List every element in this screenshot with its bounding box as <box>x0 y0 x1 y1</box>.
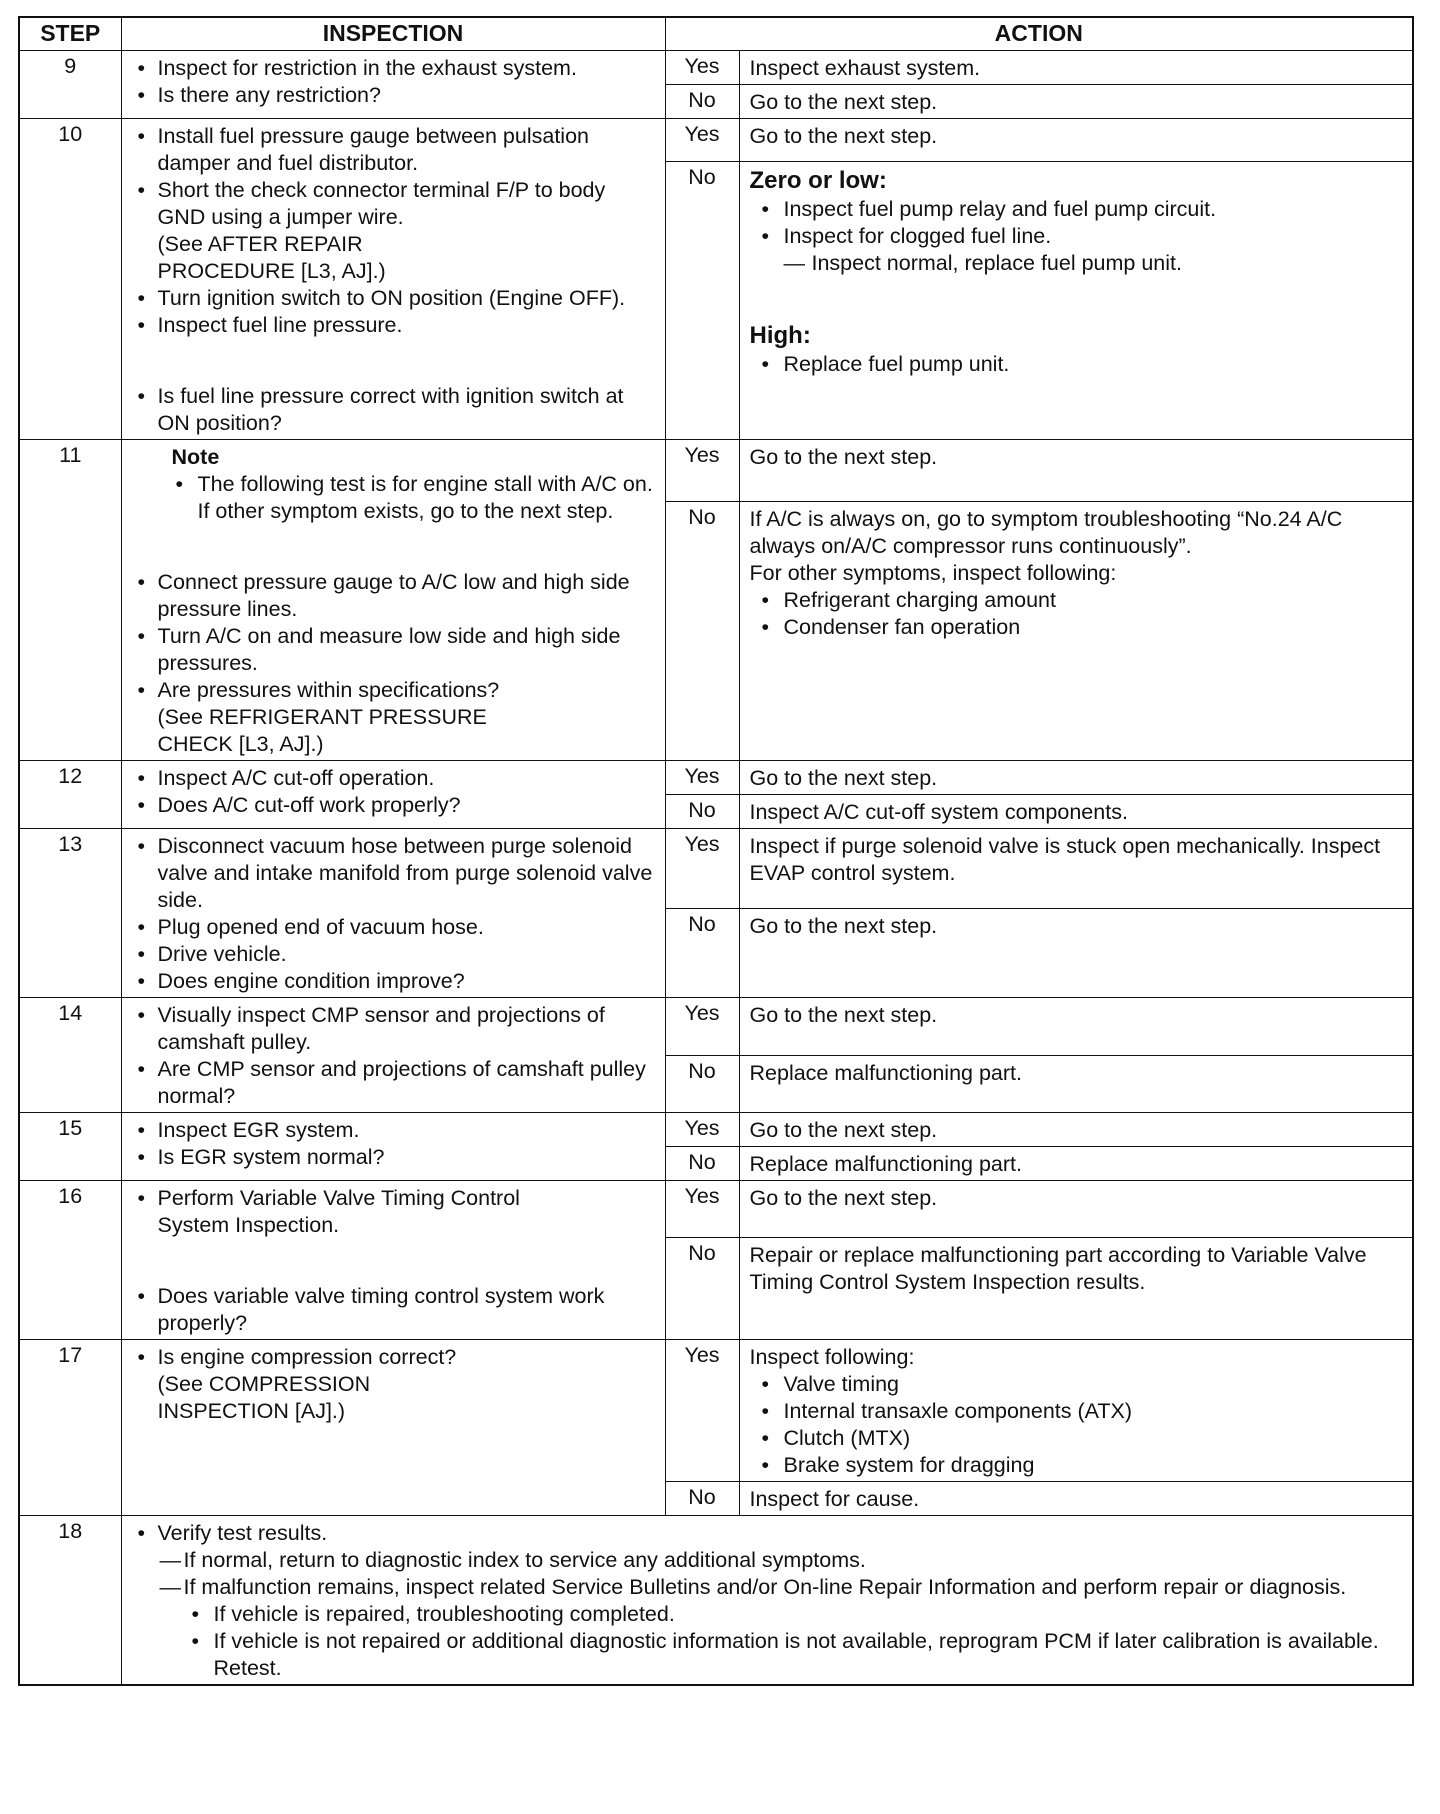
step-number: 17 <box>19 1340 121 1516</box>
action-item: • Replace fuel pump unit. <box>750 351 1405 378</box>
inspection-item: • Inspect for restriction in the exhaust system. <box>132 55 657 82</box>
action-item: • Inspect fuel pump relay and fuel pump circuit. <box>750 196 1405 223</box>
yes-label: Yes <box>665 51 739 85</box>
inspection-cell <box>121 1113 665 1181</box>
yes-label: Yes <box>665 119 739 162</box>
action-item: • Refrigerant charging amount <box>750 587 1405 614</box>
no-label: No <box>665 502 739 761</box>
inspection-item: • Turn ignition switch to ON position (Engine OFF). <box>132 285 657 312</box>
note-text: • The following test is for engine stall with A/C on. If other symptom exists, go to the next step. <box>132 471 657 525</box>
no-label: No <box>665 162 739 440</box>
step-number: 13 <box>19 829 121 998</box>
inspection-item: • Inspect A/C cut-off operation. <box>132 765 657 792</box>
step-17-row-yes <box>19 1340 1413 1482</box>
header-inspection: INSPECTION <box>121 17 665 51</box>
inspection-item: • Perform Variable Valve Timing Control System Inspection. <box>132 1185 558 1239</box>
result-item: • If vehicle is repaired, troubleshooting completed. <box>132 1601 1405 1628</box>
inspection-item: • Disconnect vacuum hose between purge solenoid valve and intake manifold from purge solenoid valve side. <box>132 833 657 914</box>
step-number: 9 <box>19 51 121 119</box>
inspection-question: • Does variable valve timing control system work properly? <box>132 1283 657 1337</box>
action-text: For other symptoms, inspect following: <box>749 561 1117 585</box>
yes-action: Go to the next step. <box>739 1113 1413 1147</box>
no-action: Replace malfunctioning part. <box>739 1055 1413 1113</box>
result-normal: — If normal, return to diagnostic index to service any additional symptoms. <box>132 1547 1405 1574</box>
inspection-question: • Does engine condition improve? <box>132 968 657 995</box>
inspection-item: • Install fuel pressure gauge between pulsation damper and fuel distributor. <box>132 123 657 177</box>
no-action: Inspect A/C cut-off system components. <box>739 795 1413 829</box>
step-13-row-yes <box>19 829 1413 909</box>
inspection-item: • Turn A/C on and measure low side and high side pressures. <box>132 623 657 677</box>
no-label: No <box>665 85 739 119</box>
inspection-cell <box>121 1181 665 1340</box>
header-row <box>19 17 1413 51</box>
step-10-row-yes <box>19 119 1413 162</box>
no-action <box>739 502 1413 761</box>
action-item: • Condenser fan operation <box>750 614 1405 641</box>
step-number: 15 <box>19 1113 121 1181</box>
inspection-cell <box>121 119 665 440</box>
action-item: • Brake system for dragging <box>750 1452 1405 1479</box>
inspection-question: • Is EGR system normal? <box>132 1144 657 1171</box>
inspection-item: • Verify test results. <box>132 1520 1405 1547</box>
action-subitem: — Inspect normal, replace fuel pump unit. <box>750 250 1405 277</box>
step-9-row-yes <box>19 51 1413 85</box>
inspection-reference: (See AFTER REPAIR PROCEDURE [L3, AJ].) <box>157 232 386 283</box>
diagnostic-table <box>18 16 1414 1686</box>
yes-action: Go to the next step. <box>739 761 1413 795</box>
inspection-question: • Is engine compression correct? <box>132 1344 657 1371</box>
inspection-cell <box>121 998 665 1113</box>
yes-action: Inspect if purge solenoid valve is stuck open mechanically. Inspect EVAP control system. <box>739 829 1413 909</box>
inspection-question: • Are pressures within specifications? <box>132 677 657 704</box>
no-action: Inspect for cause. <box>739 1482 1413 1516</box>
step-number: 16 <box>19 1181 121 1340</box>
action-text: Inspect following: <box>749 1345 915 1369</box>
step-16-row-yes <box>19 1181 1413 1238</box>
inspection-cell <box>121 829 665 998</box>
header-action: ACTION <box>665 17 1413 51</box>
inspection-item: • Short the check connector terminal F/P to body GND using a jumper wire. <box>132 177 657 231</box>
yes-label: Yes <box>665 761 739 795</box>
inspection-question: • Are CMP sensor and projections of camshaft pulley normal? <box>132 1056 657 1110</box>
inspection-cell <box>121 1340 665 1516</box>
yes-action: Go to the next step. <box>739 119 1413 162</box>
inspection-cell <box>121 1516 1413 1686</box>
no-action: Repair or replace malfunctioning part according to Variable Valve Timing Control System Inspection results. <box>739 1237 1413 1339</box>
inspection-item: • Inspect fuel line pressure. <box>132 312 657 339</box>
yes-label: Yes <box>665 829 739 909</box>
no-action: Go to the next step. <box>739 909 1413 998</box>
action-item: • Inspect for clogged fuel line. <box>750 223 1405 250</box>
step-number: 14 <box>19 998 121 1113</box>
yes-label: Yes <box>665 440 739 502</box>
no-label: No <box>665 1482 739 1516</box>
inspection-reference: (See REFRIGERANT PRESSURE CHECK [L3, AJ].) <box>157 705 487 756</box>
inspection-cell <box>121 761 665 829</box>
step-14-row-yes <box>19 998 1413 1056</box>
yes-action: Go to the next step. <box>739 440 1413 502</box>
inspection-cell <box>121 51 665 119</box>
no-label: No <box>665 795 739 829</box>
inspection-item: • Inspect EGR system. <box>132 1117 657 1144</box>
no-label: No <box>665 1055 739 1113</box>
step-12-row-yes <box>19 761 1413 795</box>
result-malfunction: — If malfunction remains, inspect related Service Bulletins and/or On-line Repair Information and perform repair or diagnosis. <box>132 1574 1405 1601</box>
action-text: If A/C is always on, go to symptom troubleshooting “No.24 A/C always on/A/C compressor runs continuously”. <box>749 507 1343 558</box>
step-11-row-yes <box>19 440 1413 502</box>
yes-action <box>739 1340 1413 1482</box>
no-label: No <box>665 909 739 998</box>
no-action <box>739 162 1413 440</box>
yes-label: Yes <box>665 1113 739 1147</box>
header-step: STEP <box>19 17 121 51</box>
yes-action: Go to the next step. <box>739 998 1413 1056</box>
zero-or-low-heading: Zero or low: <box>749 167 887 195</box>
step-number: 12 <box>19 761 121 829</box>
no-label: No <box>665 1237 739 1339</box>
step-number: 11 <box>19 440 121 761</box>
diagnostic-table-page <box>18 16 1412 1686</box>
action-item: • Internal transaxle components (ATX) <box>750 1398 1405 1425</box>
inspection-reference: (See COMPRESSION INSPECTION [AJ].) <box>157 1372 371 1423</box>
action-item: • Valve timing <box>750 1371 1405 1398</box>
step-18-row <box>19 1516 1413 1686</box>
inspection-question: • Is fuel line pressure correct with ignition switch at ON position? <box>132 383 657 437</box>
action-item: • Clutch (MTX) <box>750 1425 1405 1452</box>
yes-label: Yes <box>665 1340 739 1482</box>
inspection-item: • Connect pressure gauge to A/C low and high side pressure lines. <box>132 569 657 623</box>
result-item: • If vehicle is not repaired or additional diagnostic information is not available, reprogram PCM if later calibration is available. Retest. <box>132 1628 1405 1682</box>
inspection-item: • Is there any restriction? <box>132 82 657 109</box>
yes-action: Inspect exhaust system. <box>739 51 1413 85</box>
inspection-cell <box>121 440 665 761</box>
inspection-item: • Plug opened end of vacuum hose. <box>132 914 657 941</box>
no-action: Replace malfunctioning part. <box>739 1147 1413 1181</box>
inspection-item: • Visually inspect CMP sensor and projections of camshaft pulley. <box>132 1002 657 1056</box>
inspection-item: • Drive vehicle. <box>132 941 657 968</box>
no-action: Go to the next step. <box>739 85 1413 119</box>
step-15-row-yes <box>19 1113 1413 1147</box>
yes-label: Yes <box>665 998 739 1056</box>
no-label: No <box>665 1147 739 1181</box>
step-number: 18 <box>19 1516 121 1686</box>
yes-action: Go to the next step. <box>739 1181 1413 1238</box>
step-number: 10 <box>19 119 121 440</box>
inspection-question: • Does A/C cut-off work properly? <box>132 792 657 819</box>
high-heading: High: <box>749 322 811 350</box>
note-title: Note <box>171 445 220 469</box>
yes-label: Yes <box>665 1181 739 1238</box>
